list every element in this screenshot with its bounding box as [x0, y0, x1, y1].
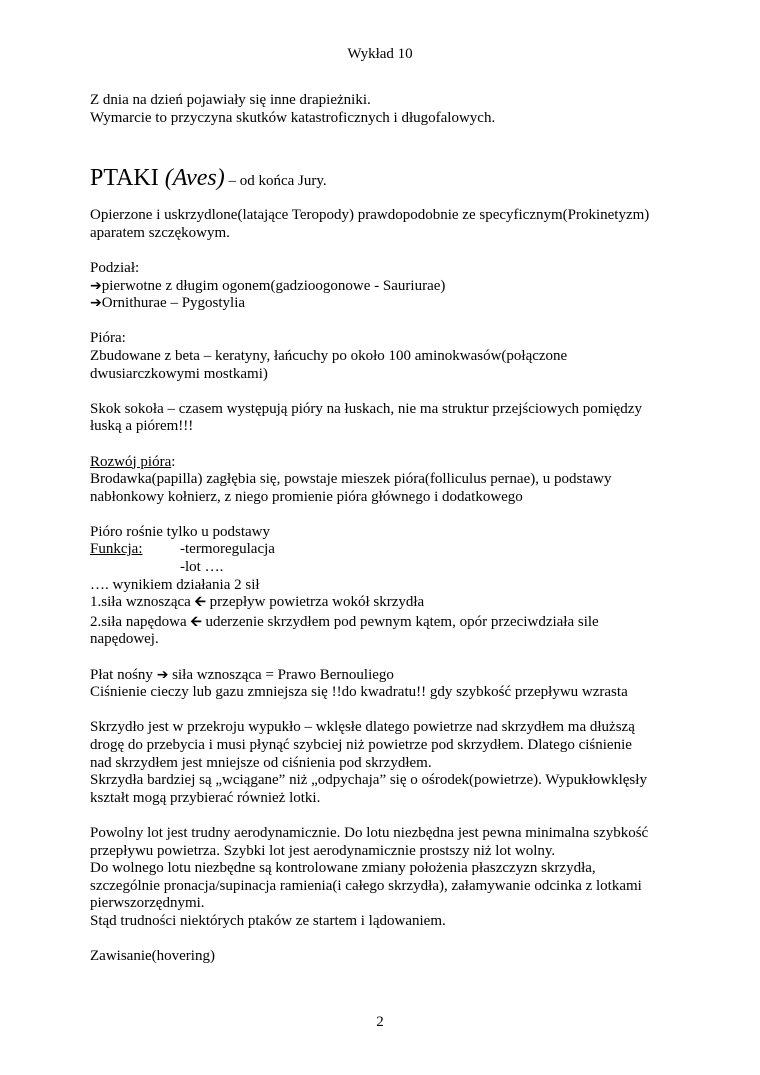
- skrzydlo-line-4: Skrzydła bardziej są „wciągane” niż „odpychaja” się o ośrodek(powietrze). Wypukłowklęsły: [90, 772, 647, 789]
- skok-line-2: łuską a piórem!!!: [90, 418, 194, 435]
- funkcja-item-1: -termoregulacja: [180, 541, 275, 558]
- funkcja-item-2: -lot ….: [180, 559, 224, 576]
- arrow-right-icon: ➔: [90, 277, 102, 294]
- funkcja-grow: Pióro rośnie tylko u podstawy: [90, 523, 270, 540]
- rozwoj-line-2: nabłonkowy kołnierz, z niego promienie pióra głównego i dodatkowego: [90, 488, 523, 505]
- page-header: Wykład 10: [347, 46, 413, 62]
- lot-line-3: Do wolnego lotu niezbędne są kontrolowane zmiany położenia płaszczyzn skrzydła,: [90, 860, 596, 877]
- skrzydlo-line-5: kształt mogą przybierać również lotki.: [90, 789, 321, 806]
- desc-line-1: Opierzone i uskrzydlone(latające Teropody) prawdopodobnie ze specyficznym(Prokinetyzm): [90, 207, 650, 224]
- section-title-main: PTAKI: [90, 165, 165, 192]
- section-title: [90, 164, 680, 195]
- lot-line-6: Stąd trudności niektórych ptaków ze startem i lądowaniem.: [90, 912, 446, 929]
- skok-line-1: Skok sokoła – czasem występują pióry na łuskach, nie ma struktur przejściowych pomiędzy: [90, 400, 642, 417]
- page-number: 2: [376, 1014, 384, 1030]
- skrzydlo-line-1: Skrzydło jest w przekroju wypukło – wklęsłe dlatego powietrze nad skrzydłem ma dłuższą: [90, 719, 635, 736]
- section-title-latin: (Aves): [164, 165, 225, 192]
- podzial-heading: Podział:: [90, 259, 140, 276]
- arrow-right-icon: ➔: [156, 666, 169, 683]
- arrow-left-icon: 🡨: [190, 613, 202, 630]
- lot-line-1: Powolny lot jest trudny aerodynamicznie. Do lotu niezbędna jest pewna minimalna szybkość: [90, 824, 649, 841]
- force-2: 2.siła napędowa 🡨 uderzenie skrzydłem pod pewnym kątem, opór przeciwdziała sile: [90, 613, 599, 630]
- rozwoj-line-1: Brodawka(papilla) zagłębia się, powstaje mieszek pióra(folliculus pernae), u podstawy: [90, 471, 612, 488]
- desc-line-2: aparatem szczękowym.: [90, 224, 230, 241]
- intro-line-1: Z dnia na dzień pojawiały się inne drapieżniki.: [90, 92, 371, 108]
- section-title-suffix: – od końca Jury.: [224, 173, 327, 190]
- piora-line-2: dwusiarczkowymi mostkami): [90, 365, 268, 382]
- arrow-left-icon: 🡨: [194, 594, 206, 611]
- funkcja-label: Funkcja:: [90, 541, 143, 558]
- funkcja-row-1: [90, 541, 680, 559]
- piora-line-1: Zbudowane z beta – keratyny, łańcuchy po około 100 aminokwasów(połączone: [90, 347, 568, 364]
- funkcja-row-2: [90, 559, 680, 577]
- podzial-item-2: ➔Ornithurae – Pygostylia: [90, 295, 246, 312]
- podzial-item-1: ➔pierwotne z długim ogonem(gadzioogonowe - Sauriurae): [90, 277, 446, 294]
- arrow-right-icon: ➔: [90, 295, 102, 312]
- force-2-cont: napędowej.: [90, 631, 159, 648]
- force-1: 1.siła wznosząca 🡨 przepływ powietrza wokół skrzydła: [90, 594, 425, 611]
- lot-line-4: szczególnie pronacja/supinacja ramienia(i całego skrzydła), załamywanie odcinka z lotkami: [90, 877, 642, 894]
- document-body: [90, 92, 680, 966]
- bernoulli-line-2: Ciśnienie cieczy lub gazu zmniejsza się !!do kwadratu!! gdy szybkość przepływu wzrasta: [90, 684, 628, 701]
- skrzydlo-line-3: nad skrzydłem jest mniejsze od ciśnienia pod skrzydłem.: [90, 754, 432, 771]
- intro-line-2: Wymarcie to przyczyna skutków katastroficznych i długofalowych.: [90, 109, 496, 126]
- lot-line-2: przepływu powietrza. Szybki lot jest aerodynamicznie prostszy niż lot wolny.: [90, 842, 556, 859]
- rozwoj-heading: Rozwój pióra:: [90, 453, 176, 470]
- piora-heading: Pióra:: [90, 330, 126, 347]
- skrzydlo-line-2: drogę do przebycia i musi płynąć szybciej niż powietrze pod skrzydłem. Dlatego ciśnienie: [90, 737, 632, 753]
- zawisanie-line: Zawisanie(hovering): [90, 948, 215, 965]
- lot-line-5: pierwszorzędnymi.: [90, 895, 205, 912]
- funkcja-result: …. wynikiem działania 2 sił: [90, 576, 260, 593]
- bernoulli-line-1: Płat nośny ➔ siła wznosząca = Prawo Bernouliego: [90, 666, 394, 683]
